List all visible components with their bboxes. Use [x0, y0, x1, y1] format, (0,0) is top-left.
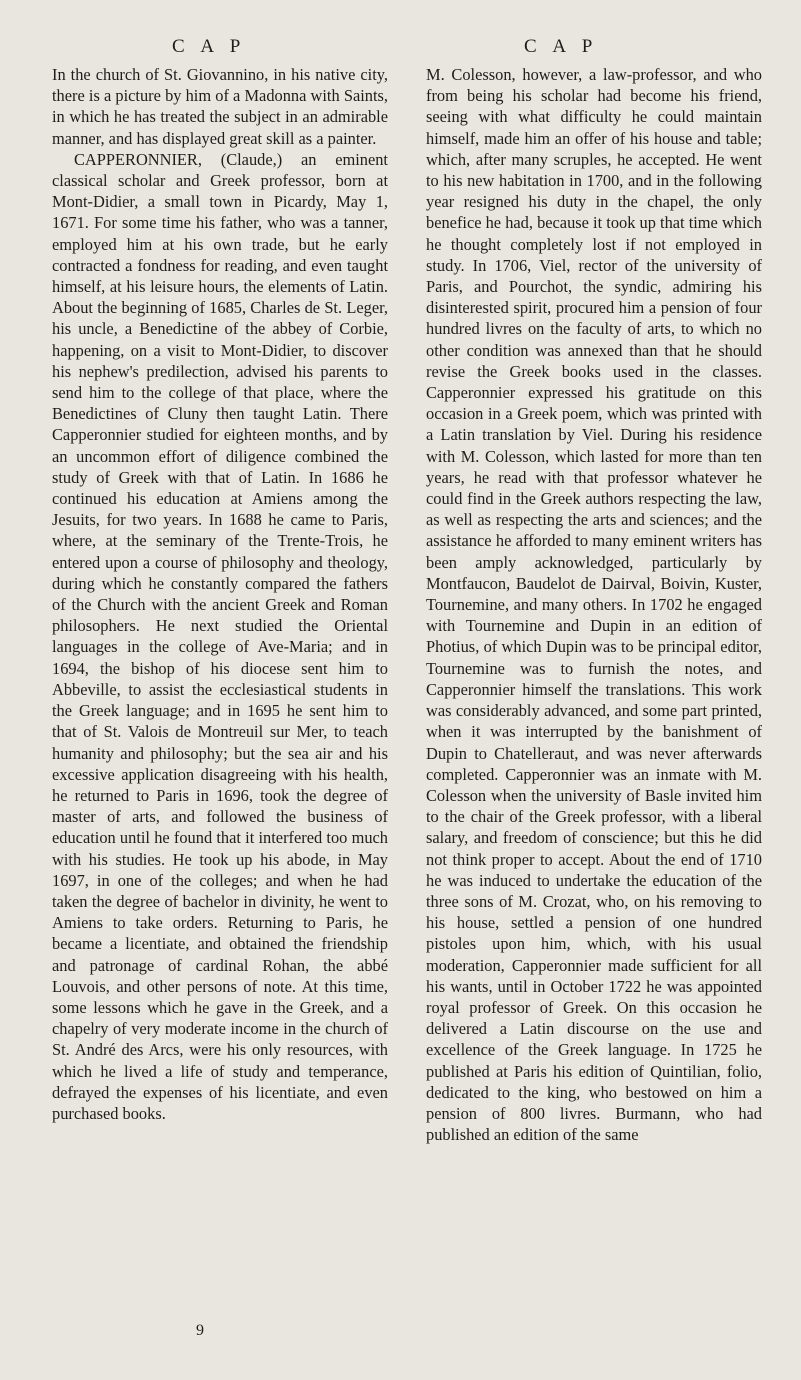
continuation-paragraph: In the church of St. Giovannino, in his native city, there is a picture by him of a Madonna with Saints, in which he has treated the subject in an admirable manner, and has displayed great skill as a painter. — [52, 65, 388, 148]
page-number: 9 — [196, 1322, 204, 1339]
running-head-right: C A P — [524, 36, 599, 57]
left-column — [52, 64, 388, 1124]
running-head-left: C A P — [172, 36, 247, 57]
capperonnier-entry: CAPPERONNIER, (Claude,) an eminent classical scholar and Greek professor, born at Mont-Didier, a small town in Picardy, May 1, 1671. For some time his father, who was a tanner, employed him at his own trade, but he early contracted a fondness for reading, and even taught himself, at his leisure hours, the elements of Latin. About the beginning of 1685, Charles de St. Leger, his uncle, a Benedictine of the abbey of Corbie, happening, on a visit to Mont-Didier, to discover his nephew's predilection, advised his parents to send him to the college of that place, where the Benedictines of Cluny then taught Latin. There Capperonnier studied for eighteen months, and by an uncommon effort of diligence combined the study of Greek with that of Latin. In 1686 he continued his education at Amiens among the Jesuits, for two years. In 1688 he came to Paris, where, at the seminary of the Trente-Trois, he entered upon a course of philosophy and theology, during which he constantly compared the fathers of the Church with the ancient Greek and Roman philosophers. He next studied the Oriental languages in the college of Ave-Maria; and in 1694, the bishop of his diocese sent him to Abbeville, to assist the ecclesiastical students in the Greek language; and in 1695 he sent him to that of St. Valois de Montreuil sur Mer, to teach humanity and philosophy; but the sea air and his excessive application disagreeing with his health, he returned to Paris in 1696, took the degree of master of arts, and followed the business of education until he found that it interfered too much with his studies. He took up his abode, in May 1697, in one of the colleges; and when he had taken the degree of bachelor in divinity, he went to Amiens to take orders. Returning to Paris, he became a licentiate, and obtained the friendship and patronage of cardinal Rohan, the abbé Louvois, and other persons of note. At this time, some lessons which he gave in the Greek, and a chapelry of very moderate income in the church of St. André des Arcs, were his only resources, with which he lived a life of study and temperance, defrayed the expenses of his licentiate, and even purchased books. — [52, 149, 388, 1123]
right-column-paragraph: M. Colesson, however, a law-professor, and who from being his scholar had become his friend, seeing with what difficulty he could maintain himself, made him an offer of his house and table; which, after many scruples, he accepted. He went to his new habitation in 1700, and in the following year resigned his duty in the chapel, the only benefice he had, because it took up that time which he thought completely lost if not employed in study. In 1706, Viel, rector of the university of Paris, and Pourchot, the syndic, admiring his disinterested spirit, procured him a pension of four hundred livres on the faculty of arts, to which no other condition was annexed than that he should revise the Greek books used in the classes. Capperonnier expressed his gratitude on this occasion in a Greek poem, which was printed with a Latin translation by Viel. During his residence with M. Colesson, which lasted for more than ten years, he read with that professor whatever he could find in the Greek authors respecting the law, as well as respecting the arts and sciences; and the assistance he afforded to many eminent writers has been amply acknowledged, particularly by Montfaucon, Baudelot de Dairval, Boivin, Kuster, Tournemine, and many others. In 1702 he engaged with Tournemine and Dupin in an edition of Photius, of which Dupin was to be principal editor, Tournemine was to furnish the notes, and Capperonnier himself the translations. This work was considerably advanced, and some part printed, when it was interrupted by the banishment of Dupin to Chatelleraut, and was never afterwards completed. Capperonnier was an inmate with M. Colesson when the university of Basle invited him to the chair of the Greek professor, with a liberal salary, and freedom of conscience; but this he did not think proper to accept. About the end of 1710 he was induced to undertake the education of the three sons of M. Crozat, who, on his removing to his house, settled a pension of one hundred pistoles upon him, which, with his usual moderation, Capperonnier made sufficient for all his wants, until in October 1722 he was appointed royal professor of Greek. On this occasion he delivered a Latin discourse on the use and excellence of the Greek language. In 1725 he published at Paris his edition of Quintilian, folio, dedicated to the king, who bestowed on him a pension of 800 livres. Burmann, who had published an edition of the same — [426, 65, 762, 1145]
right-column — [426, 64, 762, 1145]
